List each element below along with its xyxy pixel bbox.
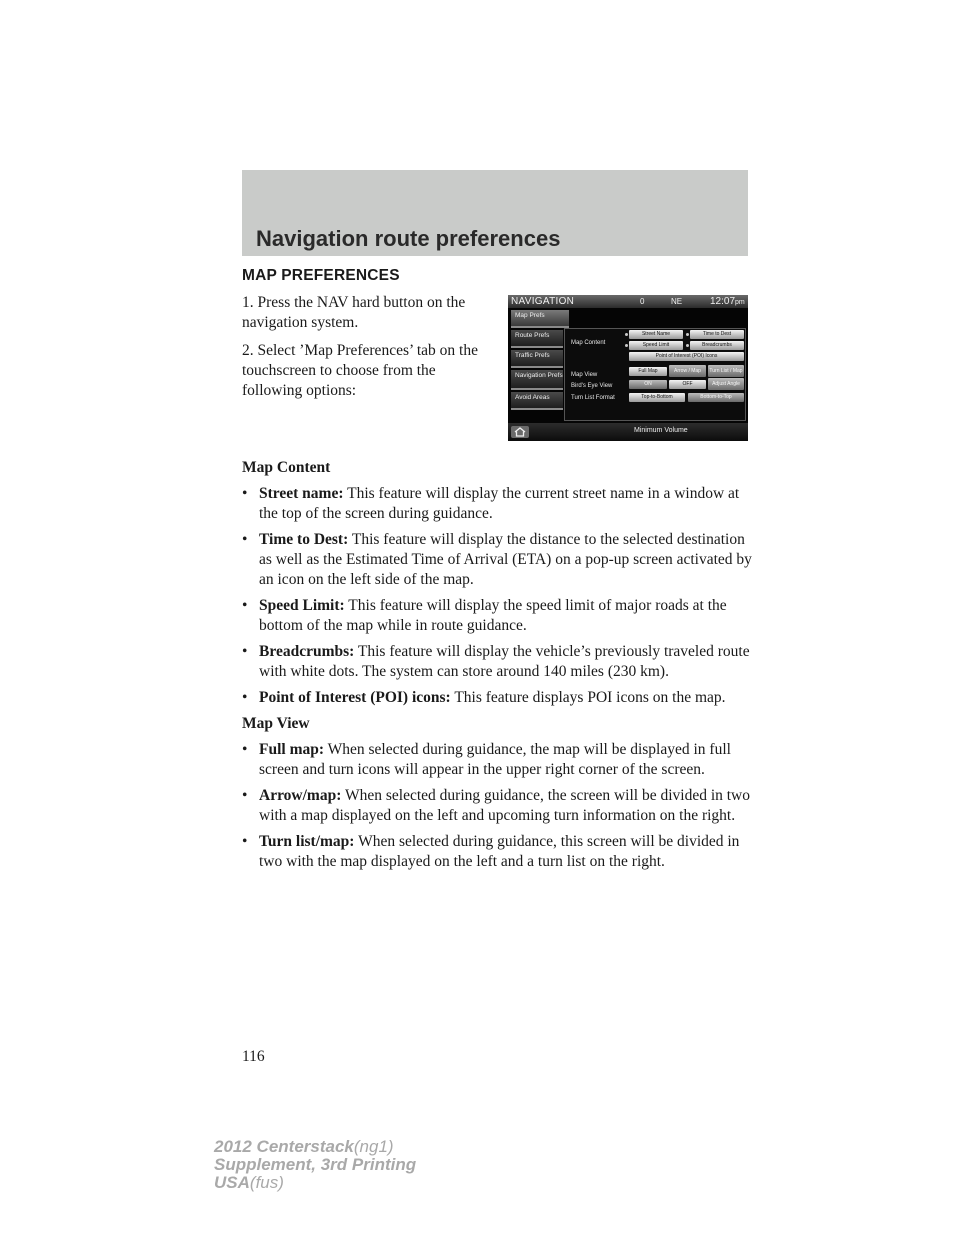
- nav-label-map-content: Map Content: [571, 340, 606, 346]
- nav-btn-bottom-to-top[interactable]: Bottom-to-Top: [688, 393, 744, 402]
- nav-label-birds-eye: Bird's Eye View: [571, 383, 613, 389]
- nav-tab-traffic-prefs[interactable]: Traffic Prefs: [511, 350, 563, 368]
- nav-home-button[interactable]: [511, 426, 529, 438]
- nav-btn-turn-list-map[interactable]: Turn List / Map: [708, 365, 744, 377]
- nav-time-to-dest-led: [686, 333, 689, 336]
- section-heading: MAP PREFERENCES: [242, 267, 400, 284]
- list-item-breadcrumbs: [242, 642, 752, 682]
- term-time-to-dest: Time to Dest:: [259, 531, 349, 548]
- nav-btn-full-map[interactable]: Full Map: [629, 367, 667, 376]
- term-speed-limit: Speed Limit:: [259, 597, 345, 614]
- footer-market: USA: [214, 1173, 250, 1192]
- desc-time-to-dest: This feature will display the distance to the selected destination as well as the Estimated Time of Arrival (ETA) on a pop-up screen activated by an icon on the left side of the map.: [259, 531, 752, 588]
- nav-btn-birds-eye-on[interactable]: ON: [629, 380, 667, 389]
- nav-clock-ampm: pm: [735, 299, 745, 306]
- list-item-arrow-map: [242, 786, 752, 826]
- term-turn-list-map: Turn list/map:: [259, 833, 355, 850]
- desc-arrow-map: When selected during guidance, the screen will be divided in two with a map displayed on the left and upcoming turn information on the right.: [259, 787, 751, 824]
- bullet-mark: •: [242, 643, 248, 660]
- nav-compass-heading: NE: [671, 297, 683, 306]
- bullet-mark: •: [242, 597, 248, 614]
- nav-btn-birds-eye-off[interactable]: OFF: [669, 380, 706, 389]
- nav-tab-map-prefs[interactable]: Map Prefs: [511, 310, 569, 328]
- nav-btn-top-to-bottom[interactable]: Top-to-Bottom: [629, 393, 685, 402]
- bullet-mark: •: [242, 787, 248, 804]
- list-item-time-to-dest: [242, 530, 752, 590]
- list-item-poi-icons: [242, 688, 752, 708]
- body-text: [242, 458, 752, 878]
- nav-btn-arrow-map[interactable]: Arrow / Map: [669, 365, 706, 377]
- intro-steps: [242, 293, 497, 409]
- bullet-mark: •: [242, 485, 248, 502]
- term-arrow-map: Arrow/map:: [259, 787, 342, 804]
- term-full-map: Full map:: [259, 741, 325, 758]
- footer-line-1: [214, 1138, 416, 1156]
- list-item-street-name: [242, 484, 752, 524]
- nav-speed-limit-led: [625, 344, 628, 347]
- term-breadcrumbs: Breadcrumbs:: [259, 643, 355, 660]
- step-1: 1. Press the NAV hard button on the navigation system.: [242, 294, 466, 331]
- list-item-speed-limit: [242, 596, 752, 636]
- desc-full-map: When selected during guidance, the map will be displayed in full screen and turn icons will appear in the upper right corner of the screen.: [259, 741, 731, 778]
- desc-street-name: This feature will display the current street name in a window at the top of the screen during guidance.: [259, 485, 740, 522]
- footer-edition-code: (ng1): [353, 1137, 394, 1156]
- desc-turn-list-map: When selected during guidance, this screen will be divided in two with the map displayed on the left and a turn list on the right.: [259, 833, 740, 870]
- nav-volume-label: Minimum Volume: [634, 427, 688, 434]
- bullet-mark: •: [242, 531, 248, 548]
- term-poi-icons: Point of Interest (POI) icons:: [259, 689, 451, 706]
- nav-map-prefs-panel: [564, 328, 746, 421]
- nav-bottom-bar: [508, 423, 748, 441]
- nav-gps-indicator: 0: [640, 297, 645, 306]
- nav-clock-time: 12:07: [710, 296, 736, 307]
- home-icon: [514, 427, 526, 437]
- desc-poi-icons: This feature displays POI icons on the map.: [454, 689, 726, 706]
- nav-breadcrumbs-led: [686, 344, 689, 347]
- desc-speed-limit: This feature will display the speed limit of major roads at the bottom of the map while in route guidance.: [259, 597, 727, 634]
- nav-street-name-led: [625, 333, 628, 336]
- page-title: Navigation route preferences: [256, 226, 561, 251]
- nav-btn-time-to-dest[interactable]: Time to Dest: [690, 330, 744, 339]
- nav-btn-speed-limit[interactable]: Speed Limit: [629, 341, 683, 350]
- desc-breadcrumbs: This feature will display the vehicle’s previously traveled route with white dots. The system can store around 140 miles (230 km).: [259, 643, 750, 680]
- bullet-mark: •: [242, 689, 248, 706]
- nav-screen-title: NAVIGATION: [511, 296, 575, 307]
- nav-btn-street-name[interactable]: Street Name: [629, 330, 683, 339]
- nav-tab-avoid-areas[interactable]: Avoid Areas: [511, 392, 563, 410]
- map-content-heading: Map Content: [242, 459, 331, 476]
- nav-btn-adjust-angle[interactable]: Adjust Angle: [708, 378, 744, 390]
- page-number: 116: [242, 1048, 265, 1065]
- map-view-heading: Map View: [242, 715, 310, 732]
- navigation-screen-image: [508, 295, 748, 441]
- nav-label-map-view: Map View: [571, 372, 598, 378]
- nav-status-bar: [508, 295, 748, 308]
- footer-line-3: [214, 1174, 416, 1192]
- nav-label-turn-list-format: Turn List Format: [571, 395, 615, 401]
- nav-tab-navigation-prefs[interactable]: Navigation Prefs: [511, 370, 563, 390]
- nav-tab-route-prefs[interactable]: Route Prefs: [511, 330, 563, 348]
- list-item-turn-list-map: [242, 832, 752, 872]
- bullet-mark: •: [242, 741, 248, 758]
- footer-line-2: Supplement, 3rd Printing: [214, 1155, 417, 1174]
- nav-clock: [710, 295, 745, 309]
- footer-market-code: (fus): [249, 1173, 284, 1192]
- bullet-mark: •: [242, 833, 248, 850]
- term-street-name: Street name:: [259, 485, 344, 502]
- nav-btn-breadcrumbs[interactable]: Breadcrumbs: [690, 341, 744, 350]
- footer-print-info: [214, 1138, 416, 1192]
- step-2: 2. Select ’Map Preferences’ tab on the touchscreen to choose from the following options:: [242, 342, 478, 399]
- list-item-full-map: [242, 740, 752, 780]
- nav-btn-poi-icons[interactable]: Point of Interest (POI) Icons: [629, 352, 744, 361]
- footer-edition: 2012 Centerstack: [214, 1137, 354, 1156]
